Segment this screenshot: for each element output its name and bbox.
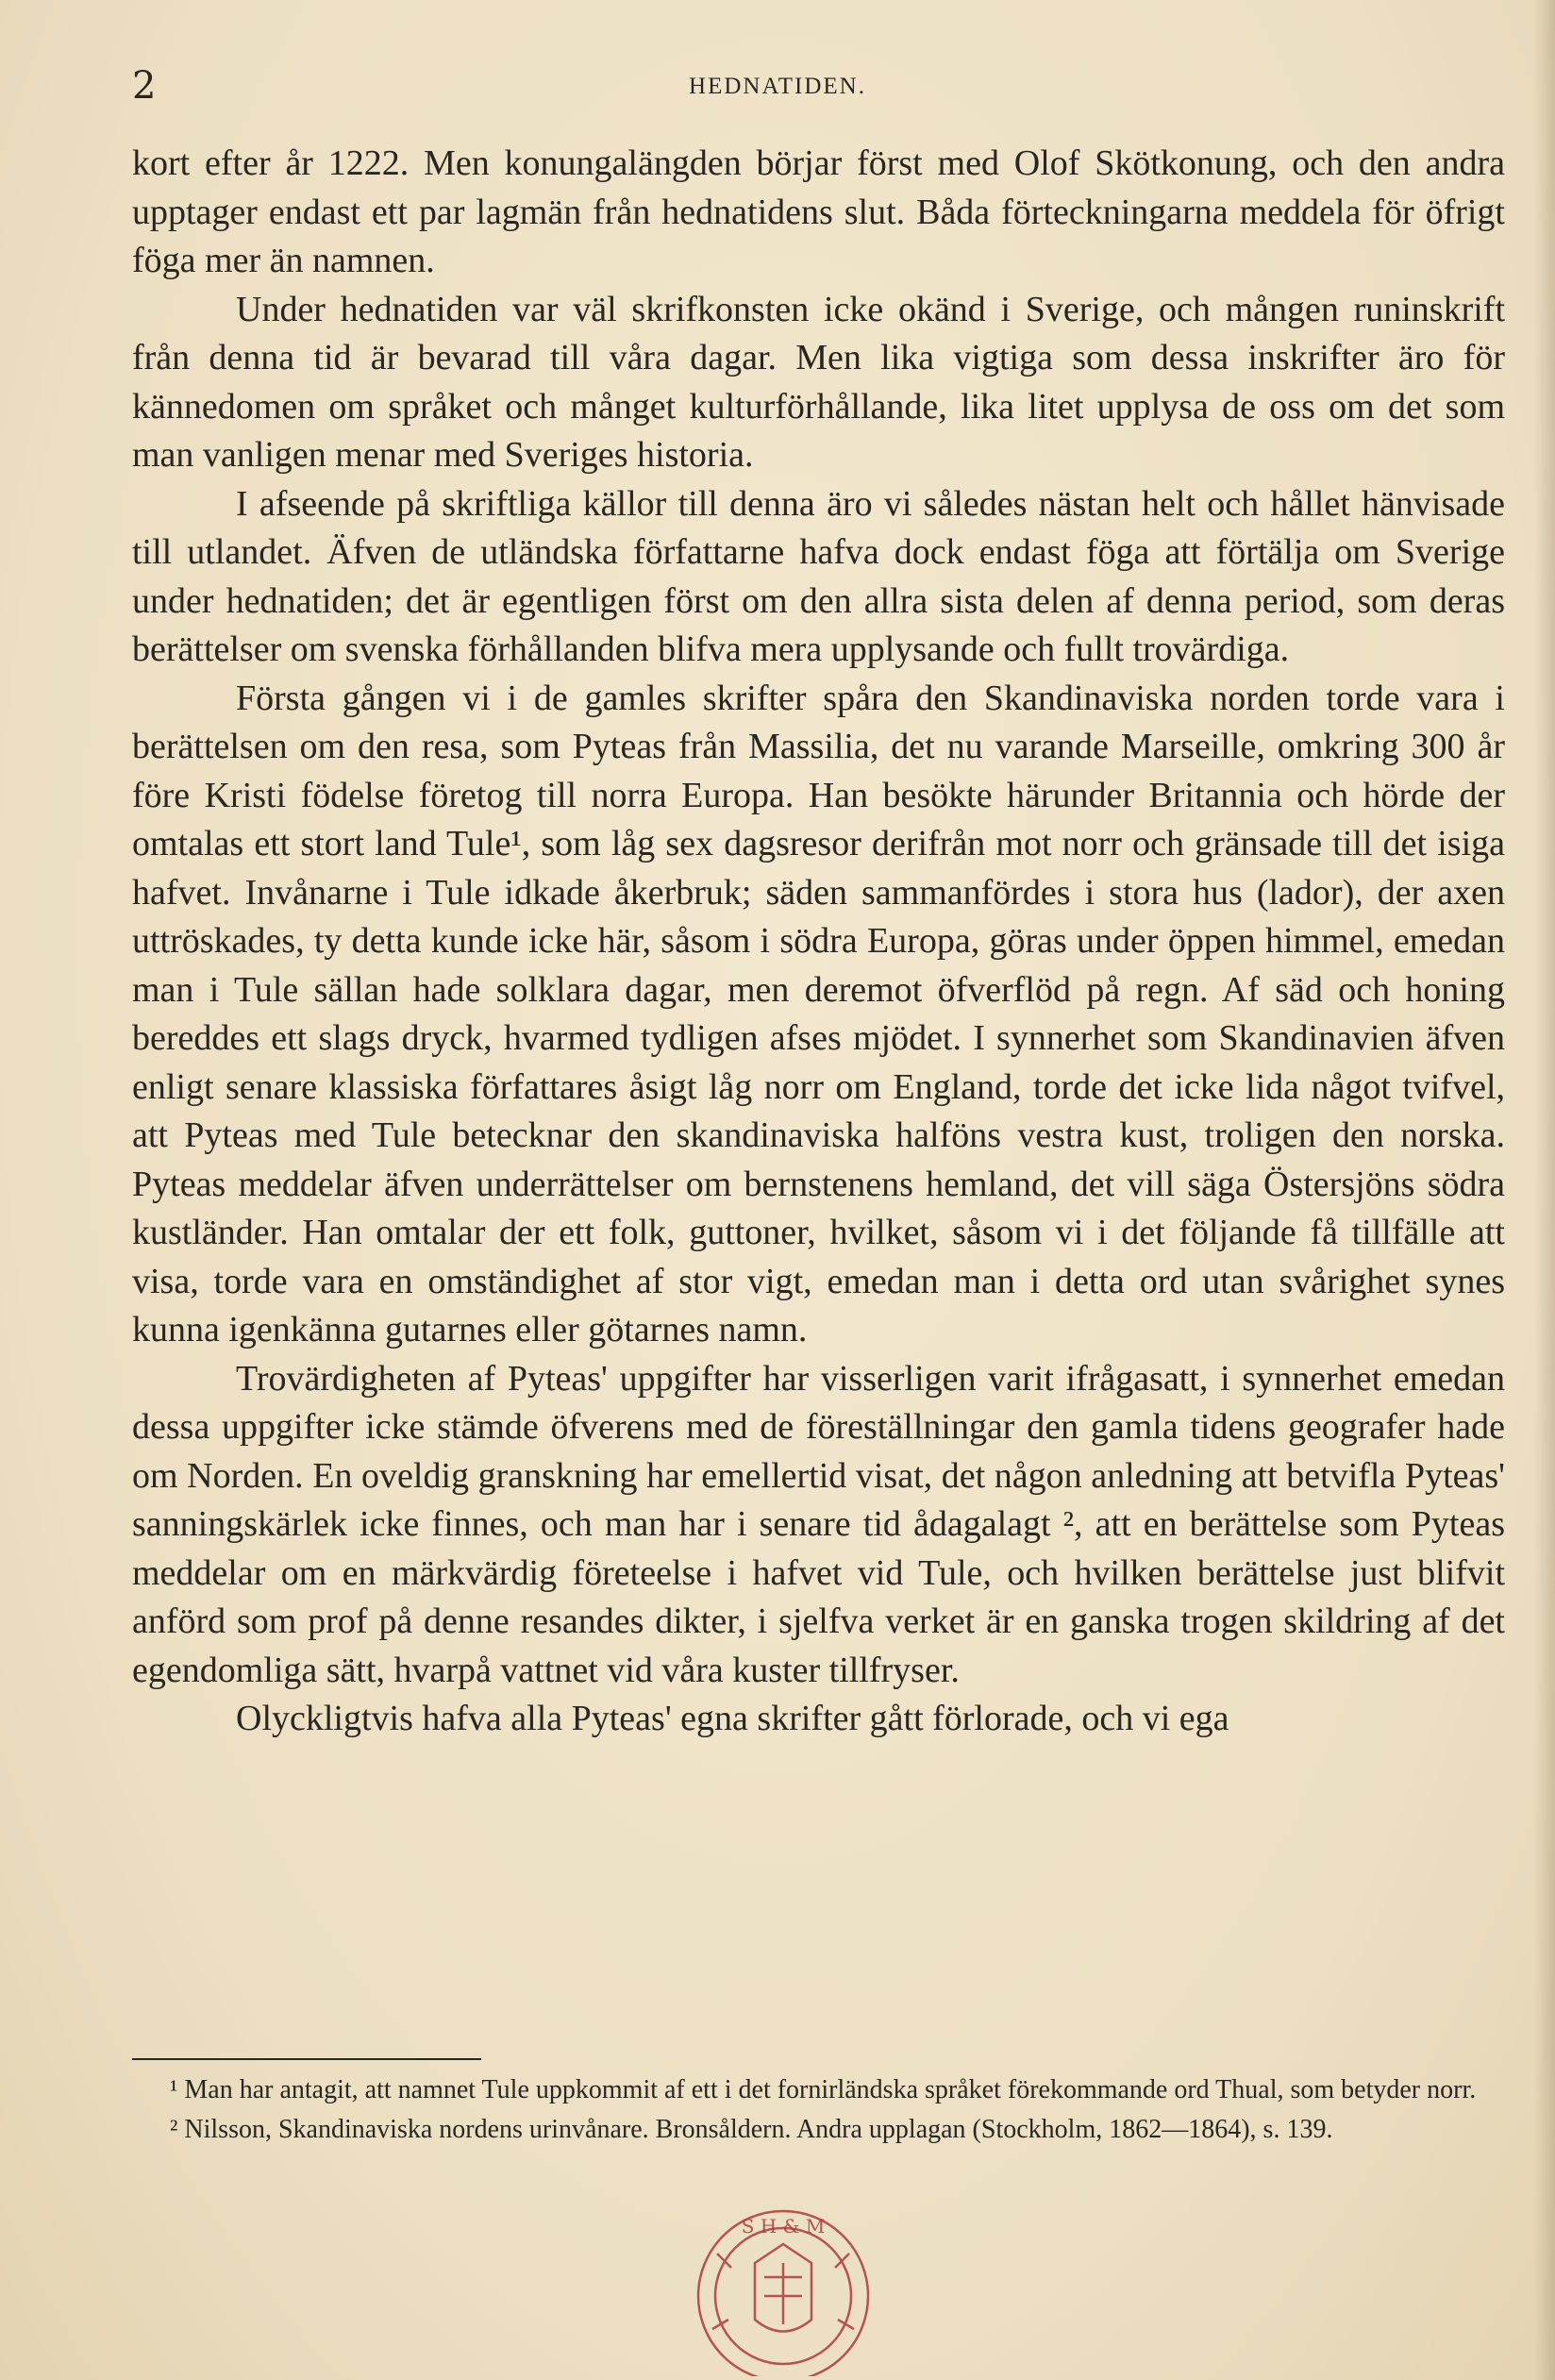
footnote: ² Nilsson, Skandinaviska nordens urinvånare. Bronsåldern. Andra upplagan (Stockholm, 1862—1864), s. 139.: [170, 2115, 1333, 2144]
paragraph: Första gången vi i de gamles skrifter spåra den Skandinaviska norden torde vara i berättelsen om den resa, som Pyteas från Massilia, det nu varande Marseille, omkring 300 år före Kristi födelse företog till norra Europa. Han besökte härunder Britannia och hörde der omtalas ett stort land Tule¹, som låg sex dagsresor derifrån mot norr och gränsade till det isiga hafvet. Invånarne i Tule idkade åkerbruk; säden sammanfördes i stora hus (lador), der axen uttröskades, ty detta kunde icke här, såsom i södra Europa, göras under öppen himmel, emedan man i Tule sällan hade solklara dagar, men deremot öfverflöd på regn. Af säd och honing bereddes ett slags dryck, hvarmed tydligen afses mjödet. I synnerhet som Skandinavien äfven enligt senare klassiska författares åsigt låg norr om England, torde det icke lida något tvifvel, att Pyteas med Tule betecknar den skandinaviska halföns vestra kust, troligen den norska. Pyteas meddelar äfven underrättelser om bernstenens hemland, det vill säga Östersjöns södra kustländer. Han omtalar der ett folk, guttoner, hvilket, såsom vi i det följande få tillfälle att visa, torde vara en omständighet af stor vigt, emedan man i detta ord utan svårighet synes kunna igenkänna gutarnes eller götarnes namn.: [132, 678, 1505, 1349]
body-text: [132, 140, 1505, 1744]
footnote-divider: [132, 2058, 481, 2060]
footnote: ¹ Man har antagit, att namnet Tule uppkommit af ett i det fornirländska språket förekommande ord Thual, som betyder norr.: [170, 2075, 1477, 2104]
paragraph: kort efter år 1222. Men konungalängden börjar först med Olof Skötkonung, och den andra upptager endast ett par lagmän från hednatidens slut. Båda förteckningarna meddela för öfrigt föga mer än namnen.: [132, 143, 1505, 280]
footnotes: [132, 2072, 1505, 2152]
paragraph: Trovärdigheten af Pyteas' uppgifter har visserligen varit ifrågasatt, i synnerhet emedan dessa uppgifter icke stämde öfverens med de föreställningar den gamla tidens geografer hade om Norden. En oveldig granskning har emellertid visat, det någon anledning att betvifla Pyteas' sanningskärlek icke finnes, och man har i senare tid ådagalagt ², att en berättelse som Pyteas meddelar om en märkvärdig företeelse i hafvet vid Tule, och hvilken berättelse just blifvit anförd som prof på denne resandes dikter, i sjelfva verket är en ganska trogen skildring af det egendomliga sätt, hvarpå vattnet vid våra kuster tillfryser.: [132, 1358, 1505, 1690]
library-stamp-icon: [660, 2187, 906, 2376]
page-number: 2: [132, 64, 157, 108]
page-edge-shadow: [1534, 0, 1555, 2380]
paragraph: Under hednatiden var väl skrifkonsten icke okänd i Sverige, och mången runinskrift från denna tid är bevarad till våra dagar. Men lika vigtiga som dessa inskrifter äro för kännedomen om språket och månget kulturförhållande, lika litet upplysa de oss om det som man vanligen menar med Sveriges historia.: [132, 289, 1505, 475]
running-head: HEDNATIDEN.: [689, 74, 866, 99]
stamp-text: S H & M: [741, 2215, 826, 2238]
paragraph: I afseende på skriftliga källor till denna äro vi således nästan helt och hållet hänvisade till utlandet. Äfven de utländska författarne hafva dock endast föga att förtälja om Sverige under hednatiden; det är egentligen först om den allra sista delen af denna period, som deras berättelser om svenska förhållanden blifva mera upplysande och fullt trovärdiga.: [132, 483, 1505, 669]
paragraph: Olyckligtvis hafva alla Pyteas' egna skrifter gått förlorade, och vi ega: [236, 1699, 1229, 1738]
